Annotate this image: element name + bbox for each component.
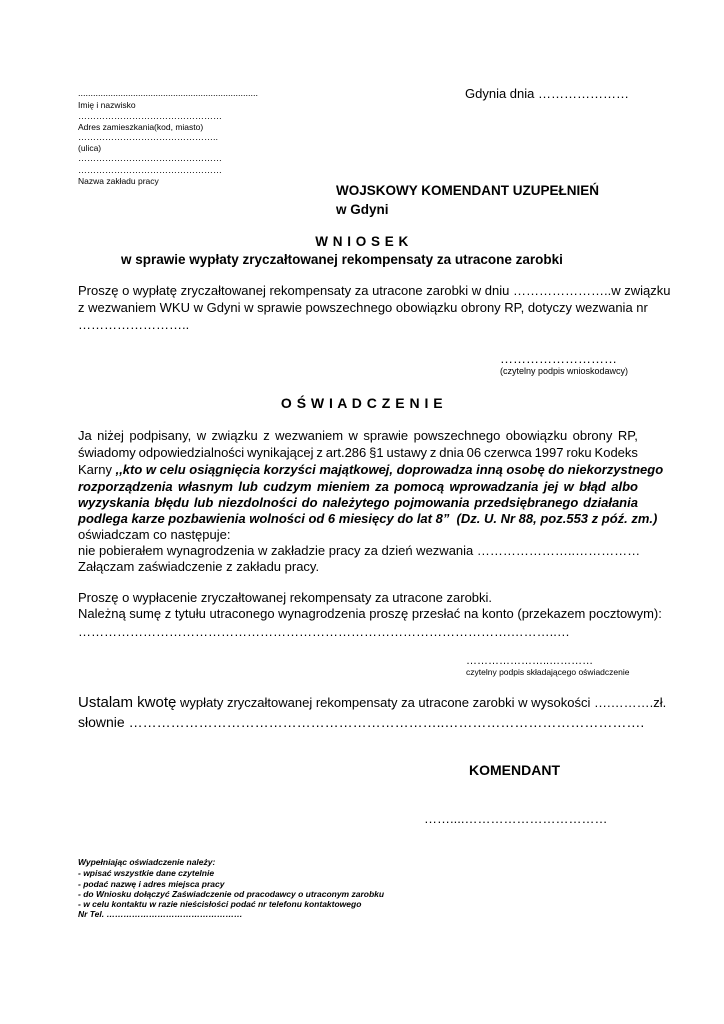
request-line3[interactable]: …………………….. [78,317,190,332]
signature2-label: czytelny podpis składającego oświadczenie [466,667,630,677]
payment-line2: Należną sumę z tytułu utraconego wynagrodzenia proszę przesłać na konto (przekazem pocztowym): [78,606,662,621]
statement-line4: rozporządzenia własnym lub cudzym mieniem za pomocą wprowadzania jej w błąd albo [78,479,638,494]
notes-item: - w celu kontaktu w razie nieścisłości podać nr telefonu kontaktowego [78,899,362,909]
street-dots[interactable]: ……………………………………….. [78,132,219,142]
statement-line2: świadomy odpowiedzialności wynikającej z art.286 §1 ustawy z dnia 06 czerwca 1997 roku Kodeks [78,445,638,460]
street-label: (ulica) [78,143,102,153]
signature2-dots[interactable]: …………………..………… [466,655,594,667]
request-title: W N I O S E K [315,234,409,249]
statement-line1: Ja niżej podpisany, w związku z wezwaniem w sprawie powszechnego obowiązku obrony RP, [78,428,638,443]
notes-heading: Wypełniając oświadczenie należy: [78,857,216,867]
statement-line6: podlega karze pozbawienia wolności od 6 miesięcy do lat 8” (Dz. U. Nr 88, poz.553 z póź. zm.) [78,511,658,526]
request-line1: Proszę o wypłatę zryczałtowanej rekompensaty za utracone zarobki w dniu …………………..w związku [78,283,671,298]
name-label: Imię i nazwisko [78,100,136,110]
recipient-line1: WOJSKOWY KOMENDANT UZUPEŁNIEŃ [336,183,600,198]
notes-item: - do Wniosku dołączyć Zaświadczenie od pracodawcy o utraconym zarobku [78,889,385,899]
workplace-label: Nazwa zakładu pracy [78,176,159,186]
notes-item: - wpisać wszystkie dane czytelnie [78,868,215,878]
workplace-dots-2[interactable]: ………………………………………… [78,165,222,175]
notes-item: - podać nazwę i adres miejsca pracy [78,879,225,889]
decision-line1: Ustalam kwotę wypłaty zryczałtowanej rekompensaty za utracone zarobki w wysokości ….……….zł. [78,694,667,711]
statement-line3: Karny ,,kto w celu osiągnięcia korzyści majątkowej, doprowadza inną osobę do niekorzystnego [78,462,664,477]
statement-line8[interactable]: nie pobierałem wynagrodzenia w zakładzie pracy za dzień wezwania …………………..…………… [78,543,641,558]
name-dots[interactable]: ........................................................................ [78,88,259,98]
statement-line9: Załączam zaświadczenie z zakładu pracy. [78,559,320,574]
statement-title: O Ś W I A D C Z E N I E [280,395,444,411]
statement-line5: wyzyskania błędu lub niezdolności do należytego pojmowania przedsiębranego działania [78,495,638,510]
workplace-dots-1[interactable]: ………………………………………… [78,153,222,163]
signature1-dots[interactable]: ……………………… [500,351,617,366]
decision-line2[interactable]: słownie …………………………………………………………..……………………………………. [78,714,645,730]
commander-signature-dots[interactable]: ……....…………………………… [424,811,608,826]
notes-phone[interactable]: Nr Tel. ………………………………………… [78,909,243,919]
signature1-label: (czytelny podpis wnioskodawcy) [500,366,629,376]
address-label: Adres zamieszkania(kod, miasto) [78,122,204,132]
request-subtitle: w sprawie wypłaty zryczałtowanej rekompensaty za utracone zarobki [121,252,563,267]
recipient-line2: w Gdyni [336,202,389,217]
request-line2: z wezwaniem WKU w Gdyni w sprawie powszechnego obowiązku obrony RP, dotyczy wezwania nr [78,300,648,315]
payment-account-dots[interactable]: ……………………………………………………………………………………….………..… [78,624,570,639]
commander-title: KOMENDANT [469,762,560,778]
statement-line7: oświadczam co następuje: [78,527,231,542]
address-dots[interactable]: ………………………………………… [78,111,222,121]
place-date: Gdynia dnia ………………… [465,86,629,101]
payment-line1: Proszę o wypłacenie zryczałtowanej rekompensaty za utracone zarobki. [78,590,493,605]
